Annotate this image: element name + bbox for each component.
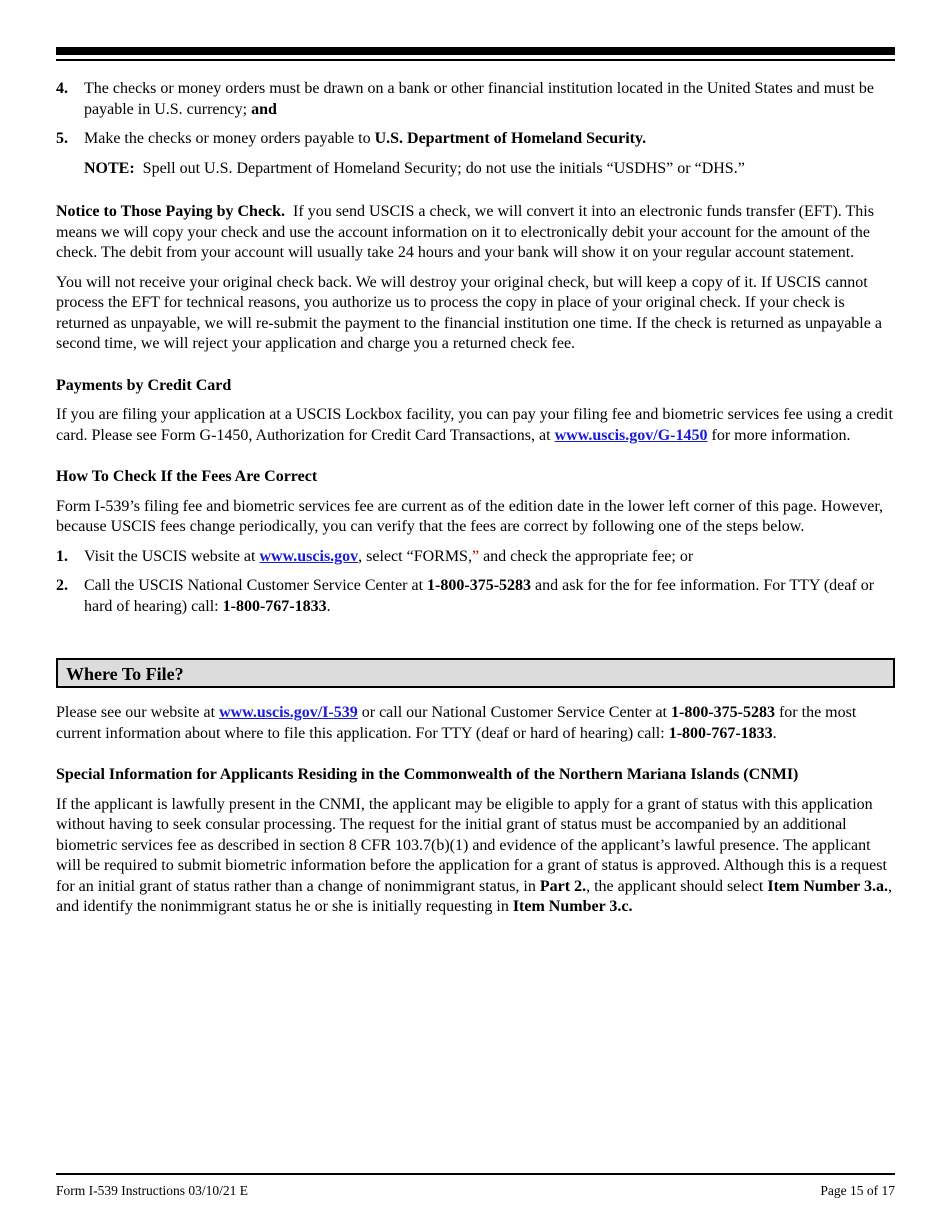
fees-list-item-1 [56, 547, 895, 568]
list-number: 5. [56, 130, 68, 147]
header-rule-thick [56, 47, 895, 55]
header-rule-thin [56, 59, 895, 61]
cnmi-heading: Special Information for Applicants Residing in the Commonwealth of the Northern Mariana Islands (CNMI) [56, 766, 799, 783]
fees-list-item-2 [56, 576, 895, 617]
check-fees-intro: Form I-539’s filing fee and biometric services fee are current as of the edition date in the lower left corner of this page. However, because USCIS fees change periodically, you can verify that the fees are correct by following one of the steps below. [56, 497, 884, 535]
page-content [56, 79, 895, 927]
form-edition: Form I-539 Instructions 03/10/21 E [56, 1183, 248, 1198]
list-number: 1. [56, 547, 68, 565]
note [84, 159, 895, 180]
phone-number: 1-800-375-5283 [427, 577, 532, 594]
credit-card-heading: Payments by Credit Card [56, 376, 232, 394]
list-number: 2. [56, 577, 68, 594]
list-item-4 [56, 79, 895, 120]
note-text: Spell out U.S. Department of Homeland Security; do not use the initials “USDHS” or “DHS.” [142, 159, 745, 177]
uscis-website-link[interactable]: www.uscis.gov [259, 547, 359, 565]
where-to-file-paragraph: Please see our website at www.uscis.gov/I-539 or call our National Customer Service Center at 1-800-375-5283 for the most current information about where to file this application. For TTY (deaf or hard of hearing) call: 1-800-767-1833. [56, 704, 857, 742]
notice-check-title: Notice to Those Paying by Check. [56, 203, 286, 220]
footer-rule [56, 1173, 895, 1175]
tty-phone-number: 1-800-767-1833 [222, 597, 327, 615]
i539-link[interactable]: www.uscis.gov/I-539 [219, 704, 358, 721]
notice-check-paragraph: Notice to Those Paying by Check. If you send USCIS a check, we will convert it into an electronic funds transfer (EFT). This means we will copy your check and use the account information on it to electronically debit your account for the amount of the check. The debit from your account will usually take 24 hours and your bank will show it on your regular account statement. [56, 203, 874, 261]
list-text: Call the USCIS National Customer Service Center at 1-800-375-5283 and ask for the for fee information. For TTY (deaf or hard of hearing) call: 1-800-767-1833. [84, 577, 875, 615]
tty-phone-number: 1-800-767-1833 [668, 724, 773, 742]
phone-number: 1-800-375-5283 [670, 704, 775, 721]
check-fees-heading: How To Check If the Fees Are Correct [56, 468, 318, 485]
page-number: Page 15 of 17 [820, 1183, 895, 1198]
document-page [56, 0, 895, 1230]
g1450-link[interactable]: www.uscis.gov/G-1450 [554, 426, 708, 444]
list-text: Make the checks or money orders payable to U.S. Department of Homeland Security. [84, 130, 647, 147]
list-item-5 [56, 129, 895, 150]
cnmi-paragraph: If the applicant is lawfully present in the CNMI, the applicant may be eligible to apply for a grant of status with this application without having to seek consular processing. The request for the initial grant of status must be accompanied by an additional biometric services fee as described in section 8 CFR 103.7(b)(1) and evidence of the applicant’s lawful presence. The applicant will be required to submit biometric information before the application for a grant of status is approved. Although this is a request for an initial grant of status rather than a change of nonimmigrant status, in Part 2., the applicant should select Item Number 3.a., and identify the nonimmigrant status he or she is initially requesting in Item Number 3.c. [56, 795, 892, 915]
list-number: 4. [56, 80, 68, 97]
list-text: Visit the USCIS website at www.uscis.gov, select “FORMS,” and check the appropriate fee; or [84, 547, 694, 565]
notice-check-paragraph-2: You will not receive your original check back. We will destroy your original check, but will keep a copy of it. If USCIS cannot process the EFT for technical reasons, you authorize us to process the copy in place of your original check. If your check is returned as unpayable, we will re-submit the payment to the financial institution one time. If the check is returned as unpayable a second time, we will reject your application and charge you a returned check fee. [56, 273, 882, 352]
where-to-file-section-header: Where To File? [56, 658, 895, 688]
list-text: The checks or money orders must be drawn on a bank or other financial institution located in the United States and must be payable in U.S. currency; and [84, 80, 875, 118]
credit-card-paragraph: If you are filing your application at a USCIS Lockbox facility, you can pay your filing fee and biometric services fee using a credit card. Please see Form G-1450, Authorization for Credit Card Transactions, at www.uscis.gov/G-1450 for more information. [56, 406, 893, 444]
note-label: NOTE: [84, 159, 135, 177]
